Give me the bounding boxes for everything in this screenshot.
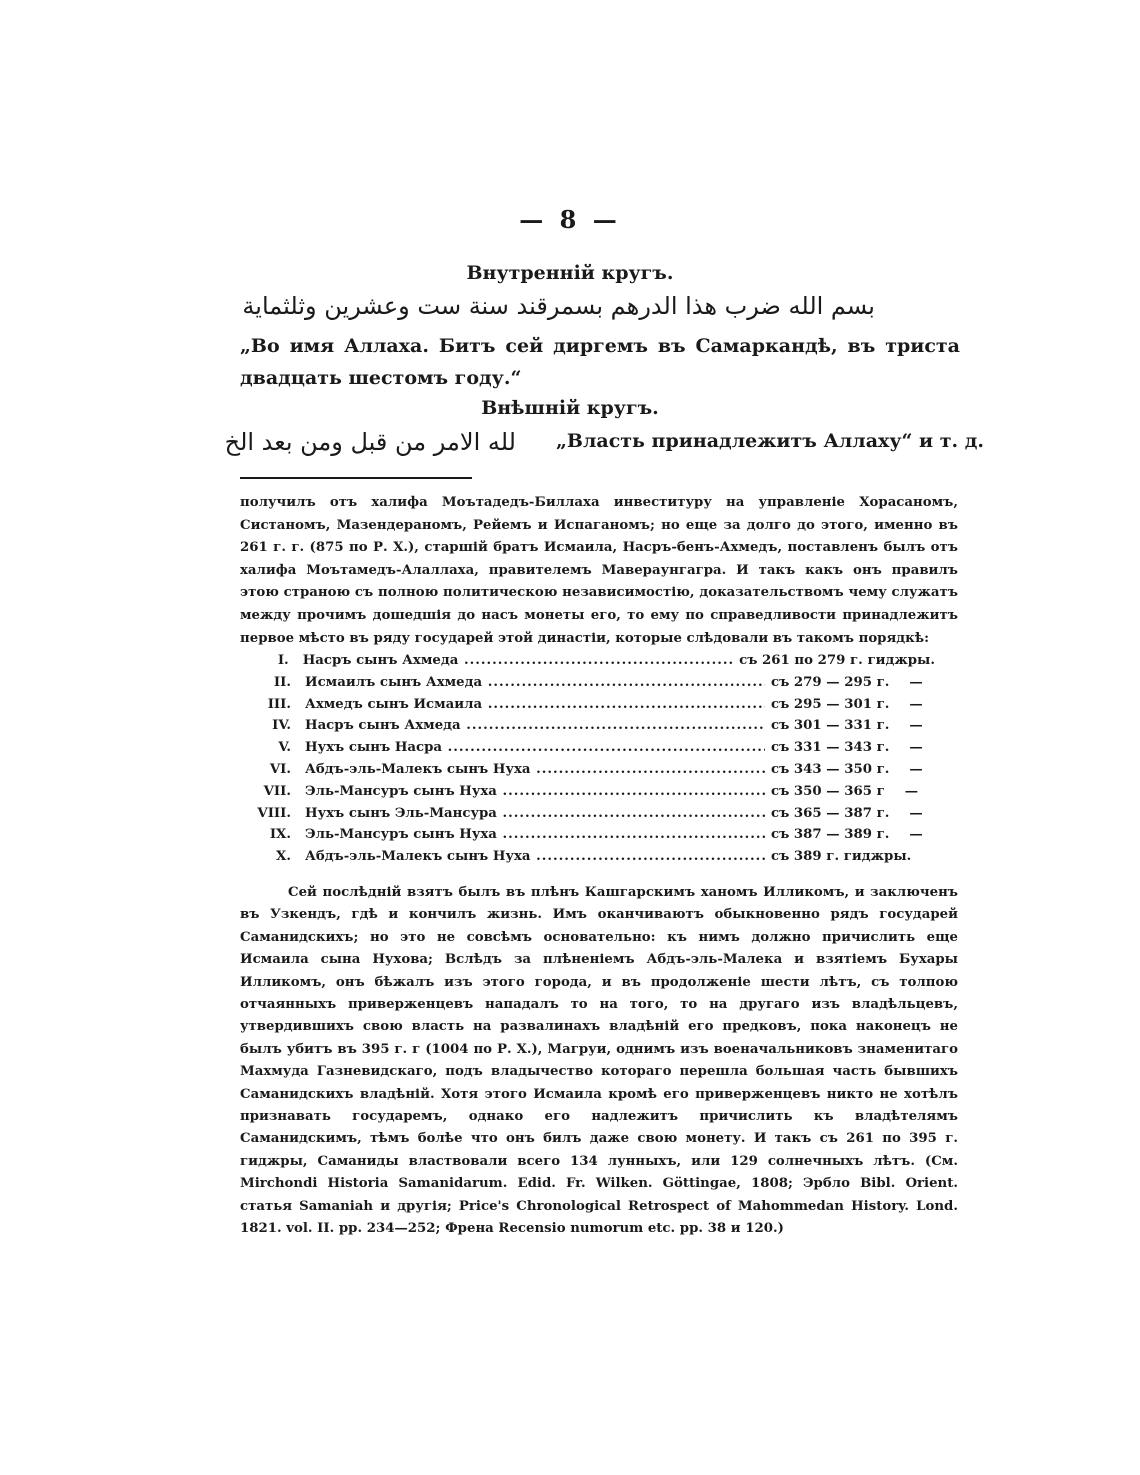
ruler-row <box>255 849 955 871</box>
ruler-num: V. <box>278 740 291 756</box>
ruler-name: Насръ сынъ Ахмеда ..... <box>305 718 765 733</box>
ruler-num: VI. <box>269 761 291 777</box>
inner-circle-arabic: بسم الله ضرب هذا الدرهم بسمرقند سنة ست وعشرين وثلثماية <box>242 292 875 320</box>
ruler-row <box>255 827 955 849</box>
outer-circle-arabic: لله الامر من قبل ومن بعد الخ <box>224 428 516 456</box>
ruler-dash: — <box>909 761 923 777</box>
ruler-dash: — <box>909 827 923 843</box>
ruler-dash: — <box>909 718 923 734</box>
ruler-years: съ 279 — 295 г. <box>771 674 890 690</box>
ruler-name: Нухъ сынъ Насра ..... <box>305 740 765 755</box>
ruler-years: съ 331 — 343 г. <box>771 740 890 756</box>
ruler-dash: — <box>909 740 923 756</box>
page-number: — 8 — <box>519 205 621 234</box>
ruler-row <box>255 806 955 828</box>
ruler-years: съ 365 — 387 г. <box>771 805 890 821</box>
ruler-name: Насръ сынъ Ахмеда ..... <box>303 653 733 668</box>
ruler-years: съ 387 — 389 г. <box>771 827 890 843</box>
ruler-row <box>255 653 955 675</box>
inner-circle-heading: Внутренній кругъ. <box>466 262 674 284</box>
ruler-years: съ 261 по 279 г. гиджры. <box>739 653 935 668</box>
ruler-dash: — <box>909 674 923 690</box>
ruler-name: Абдъ-эль-Малекъ сынъ Нуха ..... <box>305 762 765 777</box>
ruler-row <box>255 718 955 740</box>
ruler-row <box>255 762 955 784</box>
ruler-num: X. <box>276 849 291 865</box>
outer-circle-translation: „Власть принадлежитъ Аллаху“ и т. д. <box>556 430 985 452</box>
ruler-years: съ 295 — 301 г. <box>771 696 890 712</box>
ruler-name: Эль-Мансуръ сынъ Нуха ..... <box>305 784 765 799</box>
ruler-dash: — <box>904 783 919 799</box>
ruler-row <box>255 675 955 697</box>
ruler-row <box>255 784 955 806</box>
ruler-dash: — <box>909 805 923 821</box>
ruler-name: Исмаилъ сынъ Ахмеда ..... <box>305 675 765 690</box>
ruler-name: Нухъ сынъ Эль-Мансура ..... <box>305 806 765 821</box>
ruler-row <box>255 740 955 762</box>
ruler-num: IV. <box>272 718 291 734</box>
ruler-row <box>255 697 955 719</box>
ruler-name: Абдъ-эль-Малекъ сынъ Нуха ..... <box>305 849 765 864</box>
closing-paragraph: Сей послѣдній взятъ былъ въ плѣнъ Кашгарскимъ ханомъ Илликомъ, и заключенъ въ Узкендъ, гдѣ и кончилъ жизнь. Имъ оканчиваютъ обыкновенно рядъ государей Саманидскихъ; но это не совсѣмъ основательно: къ нимъ должно причислить еще Исмаила сына Нухова; Вслѣдъ за плѣненіемъ Абдъ-эль-Малека и взятіемъ Бухары Илликомъ, онъ бѣжалъ изъ этого города, и въ продолженіе шести лѣтъ, съ толпою отчаянныхъ приверженцевъ нападалъ то на того, то на другаго изъ владѣльцевъ, утвердившихъ свою власть на развалинахъ владѣній его предковъ, пока наконецъ не былъ убитъ въ 395 г. г (1004 по Р. Х.), Магруи, однимъ изъ военачальниковъ знаменитаго Махмуда Газневидскаго, подъ владычество котораго перешла большая часть бывшихъ Саманидскихъ владѣній. Хотя этого Исмаила кромѣ его приверженцевъ никто не хотѣлъ признавать государемъ, однако его надлежитъ причислить къ владѣтелямъ Саманидскимъ, тѣмъ болѣе что онъ билъ даже свою монету. И такъ съ 261 по 395 г. гиджры, Саманиды властвовали всего 134 лунныхъ, или 129 солнечныхъ лѣтъ. (См. Mirchondi Historia Samanidarum. Edid. Fr. Wilken. Göttingae, 1808; Эрбло Bibl. Orient. статья Samaniah и другія; Price's Chronological Retrospect of Mahommedan History. Lond. 1821. vol. II. pp. 234—252; Френа Recensio numorum etc. pp. 38 и 120.) <box>240 885 958 1237</box>
inner-circle-translation: „Во имя Аллаха. Битъ сей диргемъ въ Самаркандѣ, въ триста двадцать шестомъ году.“ <box>240 335 960 389</box>
footnote-text: получилъ отъ халифа Моътадедъ-Биллаха инвеституру на управленіе Хорасаномъ, Систаномъ, Мазендераномъ, Рейемъ и Испаганомъ; но еще за долго до этого, именно въ 261 г. г. (875 по Р. Х.), старшій братъ Исмаила, Насръ-бенъ-Ахмедъ, поставленъ былъ отъ халифа Моътамедъ-Алаллаха, правителемъ Мавераунгагра. И такъ какъ онъ правилъ этою страною съ полною политическою независимостію, доказательствомъ чему служатъ между прочимъ дошедшія до насъ монеты его, то ему по справедливости принадлежитъ первое мѣсто въ ряду государей этой династіи, которые слѣдовали въ такомъ порядкѣ: <box>240 495 958 646</box>
outer-circle-heading: Внѣшній кругъ. <box>481 397 659 419</box>
footnote-rule <box>240 477 472 479</box>
ruler-name: Эль-Мансуръ сынъ Нуха ..... <box>305 827 765 842</box>
ruler-num: VII. <box>263 783 291 799</box>
ruler-years: съ 389 г. гиджры. <box>771 849 912 865</box>
rulers-list <box>255 653 955 871</box>
ruler-dash: — <box>909 696 923 712</box>
ruler-years: съ 350 — 365 г <box>771 783 885 799</box>
ruler-num: I. <box>277 653 289 668</box>
ruler-num: II. <box>273 674 291 690</box>
ruler-years: съ 343 — 350 г. <box>771 761 890 777</box>
ruler-num: III. <box>267 696 291 712</box>
ruler-name: Ахмедъ сынъ Исмаила ..... <box>305 697 765 712</box>
ruler-num: VIII. <box>257 805 291 821</box>
ruler-years: съ 301 — 331 г. <box>771 718 890 734</box>
ruler-num: IX. <box>269 827 291 843</box>
